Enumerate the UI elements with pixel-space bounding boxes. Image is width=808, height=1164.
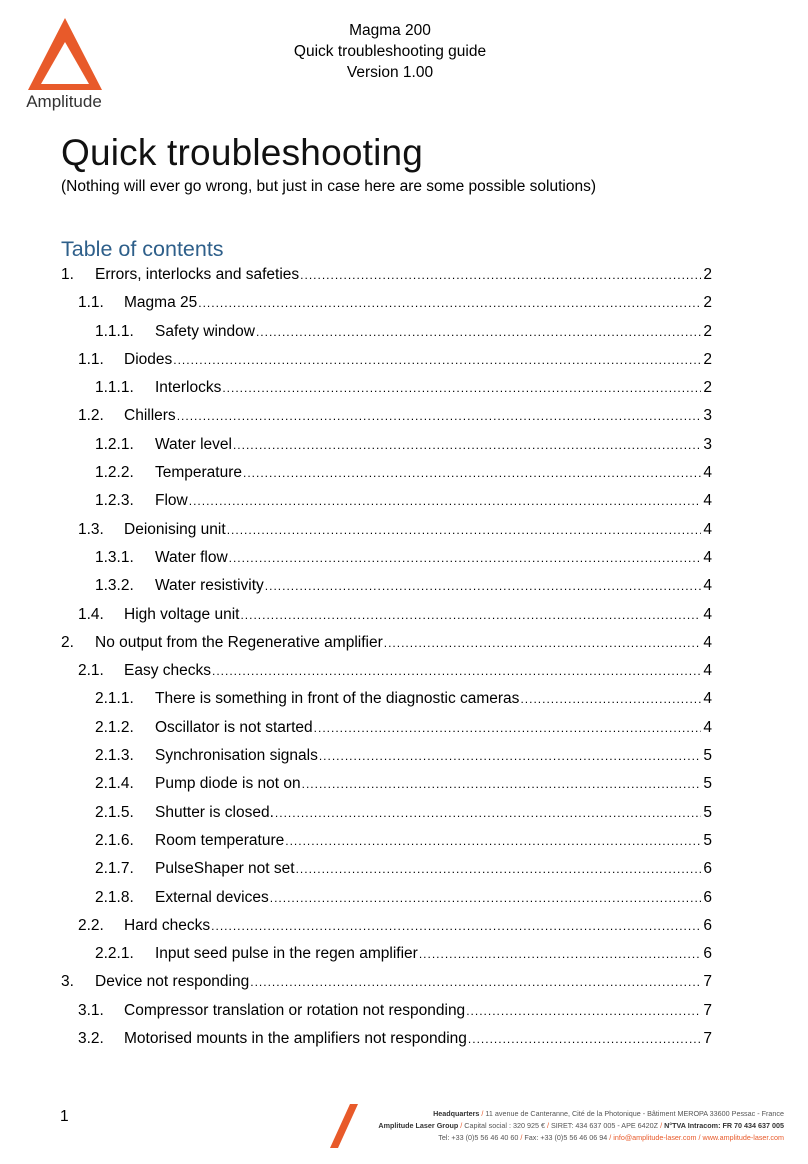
toc-entry[interactable] [61,407,712,435]
toc-entry-page: 7 [703,1030,712,1048]
toc-entry-label: Diodes [124,350,173,368]
toc-dot-leader [314,721,701,735]
footer-tva: N°TVA Intracom: FR 70 434 637 005 [664,1121,784,1130]
toc-entry-number: 1.3.2. [95,577,134,595]
toc-dot-leader [211,919,701,933]
toc-entry-label: Input seed pulse in the regen amplifier [155,945,418,963]
toc-entry-label: Easy checks [124,662,212,680]
toc-entry-label: PulseShaper not set [155,860,295,878]
toc-entry-page: 4 [703,690,712,708]
footer-siret: SIRET: 434 637 005 - APE 6420Z [550,1121,659,1130]
toc-entry-number: 2. [61,633,74,651]
toc-entry-label: Interlocks [155,379,222,397]
toc-entry-page: 4 [703,718,712,736]
footer-sep: / [460,1121,465,1130]
toc-entry[interactable] [61,804,712,832]
toc-entry-number: 1.1.1. [95,379,134,397]
toc-entry-number: 3.1. [78,1001,104,1019]
toc-entry[interactable] [61,747,712,775]
toc-entry-label: Shutter is closed. [155,803,274,821]
header-product: Magma 200 [349,22,431,39]
toc-entry-number: 2.2.1. [95,945,134,963]
table-of-contents [61,266,712,1058]
toc-dot-leader [212,664,701,678]
toc-entry-page: 4 [703,492,712,510]
toc-entry-page: 2 [703,379,712,397]
toc-dot-leader [265,579,701,593]
toc-entry-number: 2.1.8. [95,888,134,906]
toc-dot-leader [198,296,701,310]
toc-entry-page: 6 [703,916,712,934]
toc-dot-leader [243,466,701,480]
toc-entry-number: 2.1.7. [95,860,134,878]
toc-entry-number: 2.1. [78,662,104,680]
toc-heading: Table of contents [61,237,224,261]
toc-dot-leader [302,777,701,791]
toc-entry-page: 6 [703,945,712,963]
footer-capital: Capital social : 320 925 € [464,1121,545,1130]
toc-entry-number: 1.2. [78,407,104,425]
toc-dot-leader [319,749,701,763]
toc-entry[interactable] [61,1002,712,1030]
toc-entry[interactable] [61,973,712,1001]
toc-dot-leader [468,1032,701,1046]
toc-entry-number: 1.3.1. [95,548,134,566]
toc-entry-page: 4 [703,548,712,566]
toc-entry-label: External devices [155,888,269,906]
toc-entry-label: Pump diode is not on [155,775,301,793]
footer-tel: Tel: +33 (0)5 56 46 40 60 [438,1133,519,1142]
toc-entry[interactable] [61,889,712,917]
toc-entry[interactable] [61,606,712,634]
toc-entry[interactable] [61,549,712,577]
toc-entry-label: Water flow [155,548,228,566]
toc-entry[interactable] [61,436,712,464]
toc-entry-page: 5 [703,775,712,793]
toc-entry-number: 2.1.2. [95,718,134,736]
toc-entry-page: 6 [703,860,712,878]
header-version: Version 1.00 [346,64,434,81]
toc-entry-page: 6 [703,888,712,906]
footer-sep: / [520,1133,525,1142]
toc-entry-label: Flow [155,492,188,510]
footer-sep: / [546,1121,551,1130]
toc-entry-number: 1.1. [78,350,104,368]
footer-hq-label: Headquarters [433,1109,480,1118]
toc-entry[interactable] [61,1030,712,1058]
toc-entry-label: No output from the Regenerative amplifier [95,633,383,651]
toc-entry-label: Temperature [155,464,243,482]
toc-entry-label: Water level [155,435,232,453]
toc-entry[interactable] [61,690,712,718]
logo-wordmark: Amplitude [26,92,102,111]
toc-entry-number: 2.2. [78,916,104,934]
toc-entry-label: Synchronisation signals [155,747,318,765]
toc-dot-leader [240,608,701,622]
toc-entry[interactable] [61,379,712,407]
toc-entry-label: Room temperature [155,831,285,849]
toc-entry-label: Hard checks [124,916,211,934]
toc-entry-number: 2.1.6. [95,831,134,849]
toc-dot-leader [256,325,701,339]
toc-entry-page: 4 [703,633,712,651]
toc-entry[interactable] [61,294,712,322]
footer-line-hq [378,1108,784,1120]
toc-entry-label: Device not responding [95,973,250,991]
toc-entry[interactable] [61,464,712,492]
toc-dot-leader [229,551,701,565]
toc-entry[interactable] [61,832,712,860]
toc-entry-label: There is something in front of the diagnostic cameras [155,690,520,708]
toc-entry-number: 1.3. [78,520,104,538]
toc-entry-label: Chillers [124,407,176,425]
toc-dot-leader [177,409,701,423]
footer-sep: / [698,1133,703,1142]
toc-dot-leader [227,523,701,537]
page-title: Quick troubleshooting [61,132,424,173]
toc-dot-leader [419,947,701,961]
toc-entry-page: 4 [703,520,712,538]
toc-entry-label: Water resistivity [155,577,264,595]
page-number: 1 [60,1108,69,1125]
footer [378,1108,784,1144]
toc-entry[interactable] [61,266,712,294]
footer-sep: / [660,1121,665,1130]
toc-dot-leader [270,891,701,905]
toc-entry-label: Compressor translation or rotation not responding [124,1001,466,1019]
toc-entry[interactable] [61,662,712,690]
toc-entry-page: 2 [703,294,712,312]
toc-entry-page: 7 [703,1001,712,1019]
toc-entry-page: 2 [703,350,712,368]
toc-entry-number: 1.1. [78,294,104,312]
amplitude-logo [22,16,106,114]
toc-dot-leader [285,834,701,848]
toc-entry[interactable] [61,719,712,747]
toc-dot-leader [233,438,701,452]
toc-entry-number: 3.2. [78,1030,104,1048]
toc-entry-label: Motorised mounts in the amplifiers not responding [124,1030,467,1048]
brand-slash-icon [330,1104,360,1148]
toc-dot-leader [250,975,701,989]
footer-sep: / [609,1133,614,1142]
toc-entry-page: 4 [703,577,712,595]
toc-entry-number: 1.1.1. [95,322,134,340]
toc-entry-number: 1. [61,266,74,283]
toc-entry-page: 7 [703,973,712,991]
amplitude-triangle-icon [26,16,104,92]
footer-sep: / [481,1109,486,1118]
footer-web-link[interactable]: www.amplitude-laser.com [702,1133,784,1142]
toc-entry-label: High voltage unit [124,605,240,623]
toc-entry[interactable] [61,323,712,351]
toc-entry-label: Safety window [155,322,255,340]
toc-entry-number: 2.1.3. [95,747,134,765]
toc-entry-page: 5 [703,831,712,849]
toc-entry-page: 4 [703,605,712,623]
toc-dot-leader [296,862,701,876]
footer-hq-address: 11 avenue de Canteranne, Cité de la Photonique - Bâtiment MEROPA 33600 Pessac - France [485,1109,784,1118]
toc-entry-page: 5 [703,803,712,821]
toc-entry-page: 2 [703,322,712,340]
toc-entry[interactable] [61,860,712,888]
toc-entry[interactable] [61,634,712,662]
toc-entry[interactable] [61,492,712,520]
toc-entry[interactable] [61,351,712,379]
toc-entry-label: Magma 25 [124,294,198,312]
toc-entry-number: 2.1.4. [95,775,134,793]
toc-entry-label: Errors, interlocks and safeties [95,266,300,283]
toc-entry[interactable] [61,945,712,973]
document-header [240,20,540,83]
toc-entry-number: 1.2.1. [95,435,134,453]
toc-entry-label: Oscillator is not started [155,718,313,736]
toc-dot-leader [173,353,701,367]
toc-entry-number: 1.2.2. [95,464,134,482]
toc-dot-leader [520,692,701,706]
footer-fax: Fax: +33 (0)5 56 46 06 94 [524,1133,608,1142]
toc-entry-number: 1.2.3. [95,492,134,510]
toc-dot-leader [466,1004,701,1018]
header-doc-title: Quick troubleshooting guide [293,43,487,60]
toc-entry-number: 1.4. [78,605,104,623]
toc-entry[interactable] [61,521,712,549]
footer-group-label: Amplitude Laser Group [378,1121,459,1130]
toc-dot-leader [384,636,701,650]
toc-entry[interactable] [61,775,712,803]
toc-entry[interactable] [61,917,712,945]
footer-line-group [378,1120,784,1132]
page-subtitle: (Nothing will ever go wrong, but just in case here are some possible solutions) [61,178,597,195]
toc-dot-leader [300,268,701,282]
toc-dot-leader [275,806,701,820]
toc-entry-page: 5 [703,747,712,765]
toc-entry-label: Deionising unit [124,520,226,538]
toc-entry-page: 2 [703,266,712,283]
toc-entry-number: 2.1.5. [95,803,134,821]
toc-entry-number: 2.1.1. [95,690,134,708]
footer-email-link[interactable]: info@amplitude-laser.com [613,1133,697,1142]
toc-entry-page: 3 [703,407,712,425]
footer-line-contact [378,1132,784,1144]
toc-entry-page: 4 [703,662,712,680]
toc-entry-page: 4 [703,464,712,482]
toc-entry-number: 3. [61,973,74,991]
toc-entry[interactable] [61,577,712,605]
toc-dot-leader [189,494,701,508]
toc-dot-leader [222,381,701,395]
toc-entry-page: 3 [703,435,712,453]
